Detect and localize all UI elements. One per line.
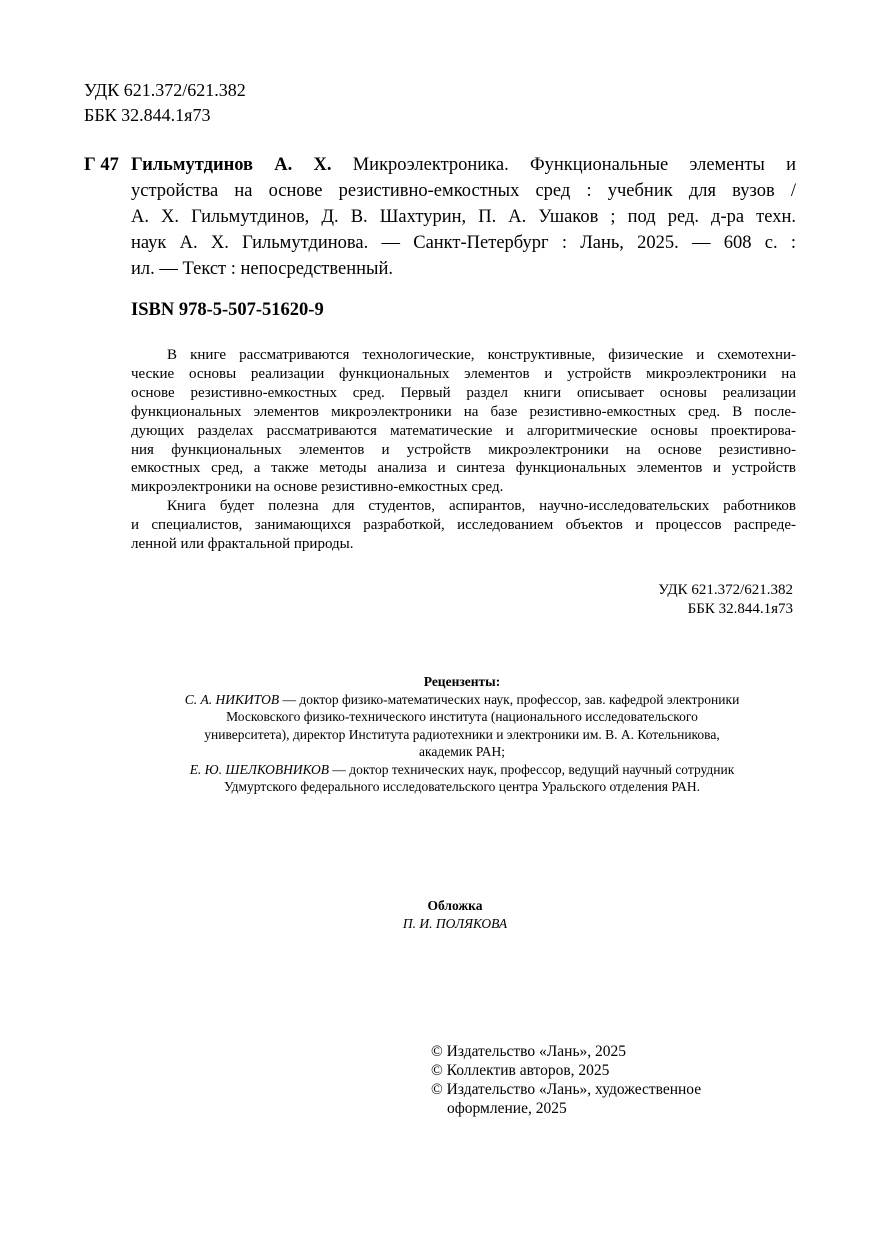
bib-line-4: наук А. Х. Гильмутдинова. — Санкт-Петербург : Лань, 2025. — 608 с. : (131, 233, 796, 253)
annotation-line: микроэлектроники на основе резистивно-емкостных сред. (131, 479, 504, 496)
udk-code-bottom: УДК 621.372/621.382 (658, 582, 793, 598)
reviewer-1-line: С. А. НИКИТОВ — доктор физико-математических наук, профессор, зав. кафедрой электроники (184, 691, 740, 707)
cover-credit (360, 897, 550, 932)
cover-heading: Обложка (427, 898, 483, 913)
reviewer-2-line: Е. Ю. ШЕЛКОВНИКОВ — доктор технических наук, профессор, ведущий научный сотрудник (189, 761, 735, 777)
bib-line-5: ил. — Текст : непосредственный. (131, 259, 393, 279)
bibliographic-description (131, 152, 796, 282)
reviewers-heading: Рецензенты: (423, 674, 501, 689)
annotation-line: В книге рассматриваются технологические, конструктивные, физические и схемотехни- (167, 347, 796, 363)
author-sign-index: Г 47 (84, 155, 119, 175)
annotation (131, 346, 796, 554)
reviewer-1-line: университета), директор Института радиотехники и электроники им. В. А. Котельникова, (204, 726, 720, 742)
copyright-line: © Издательство «Лань», 2025 (431, 1043, 627, 1060)
isbn: ISBN 978-5-507-51620-9 (131, 300, 324, 320)
annotation-line: ния функциональных элементов и устройств микроэлектроники на основе резистивно- (131, 441, 796, 458)
top-classification-codes (84, 78, 246, 128)
copyright-line: оформление, 2025 (447, 1100, 567, 1117)
annotation-line: Книга будет полезна для студентов, аспирантов, научно-исследовательских работников (167, 498, 796, 515)
bib-title: Микроэлектроника. Функциональные элементы и (331, 155, 796, 175)
reviewer-2-line: Удмуртского федерального исследовательского центра Уральского отделения РАН. (223, 779, 701, 794)
udk-code: УДК 621.372/621.382 (84, 80, 246, 100)
annotation-line: ческие основы реализации функциональных элементов и устройств микроэлектроники на (131, 365, 796, 382)
annotation-line: емкостных сред, а также методы анализа и синтеза функциональных элементов и устройств (131, 460, 796, 477)
copyright-line: © Издательство «Лань», художественное (431, 1081, 702, 1098)
copyright-line: © Коллектив авторов, 2025 (431, 1062, 610, 1079)
reviewer-1-name: С. А. НИКИТОВ (184, 691, 280, 707)
annotation-line: функциональных элементов микроэлектроники на базе резистивно-емкостных сред. В после- (131, 403, 796, 420)
reviewer-1-line: академик РАН; (419, 744, 505, 759)
bottom-classification-codes (560, 581, 793, 619)
annotation-line: дующих разделах рассматриваются математические и алгоритмические основы проектирова- (131, 422, 796, 439)
annotation-line: ленной или фрактальной природы. (131, 536, 354, 553)
reviewer-2-name: Е. Ю. ШЕЛКОВНИКОВ (189, 761, 329, 777)
cover-designer: П. И. ПОЛЯКОВА (402, 915, 508, 931)
annotation-line: основе резистивно-емкостных сред. Первый раздел книги описывает основы реализации (131, 384, 796, 401)
bib-line-2: устройства на основе резистивно-емкостных сред : учебник для вузов / (131, 181, 796, 201)
bbk-code-bottom: ББК 32.844.1я73 (687, 601, 793, 617)
bib-line-3: А. Х. Гильмутдинов, Д. В. Шахтурин, П. А. Ушаков ; под ред. д-ра техн. (131, 207, 796, 227)
bib-author: Гильмутдинов А. Х. (131, 155, 332, 175)
reviewer-1-line: Московского физико-технического института (национального исследовательского (226, 709, 698, 724)
bib-line-1 (131, 152, 796, 178)
reviewers (110, 673, 814, 796)
bbk-code: ББК 32.844.1я73 (84, 105, 211, 125)
annotation-line: и специалистов, занимающихся разработкой, исследованием объектов и процессов распреде- (131, 517, 796, 534)
copyright-block (431, 1042, 701, 1118)
